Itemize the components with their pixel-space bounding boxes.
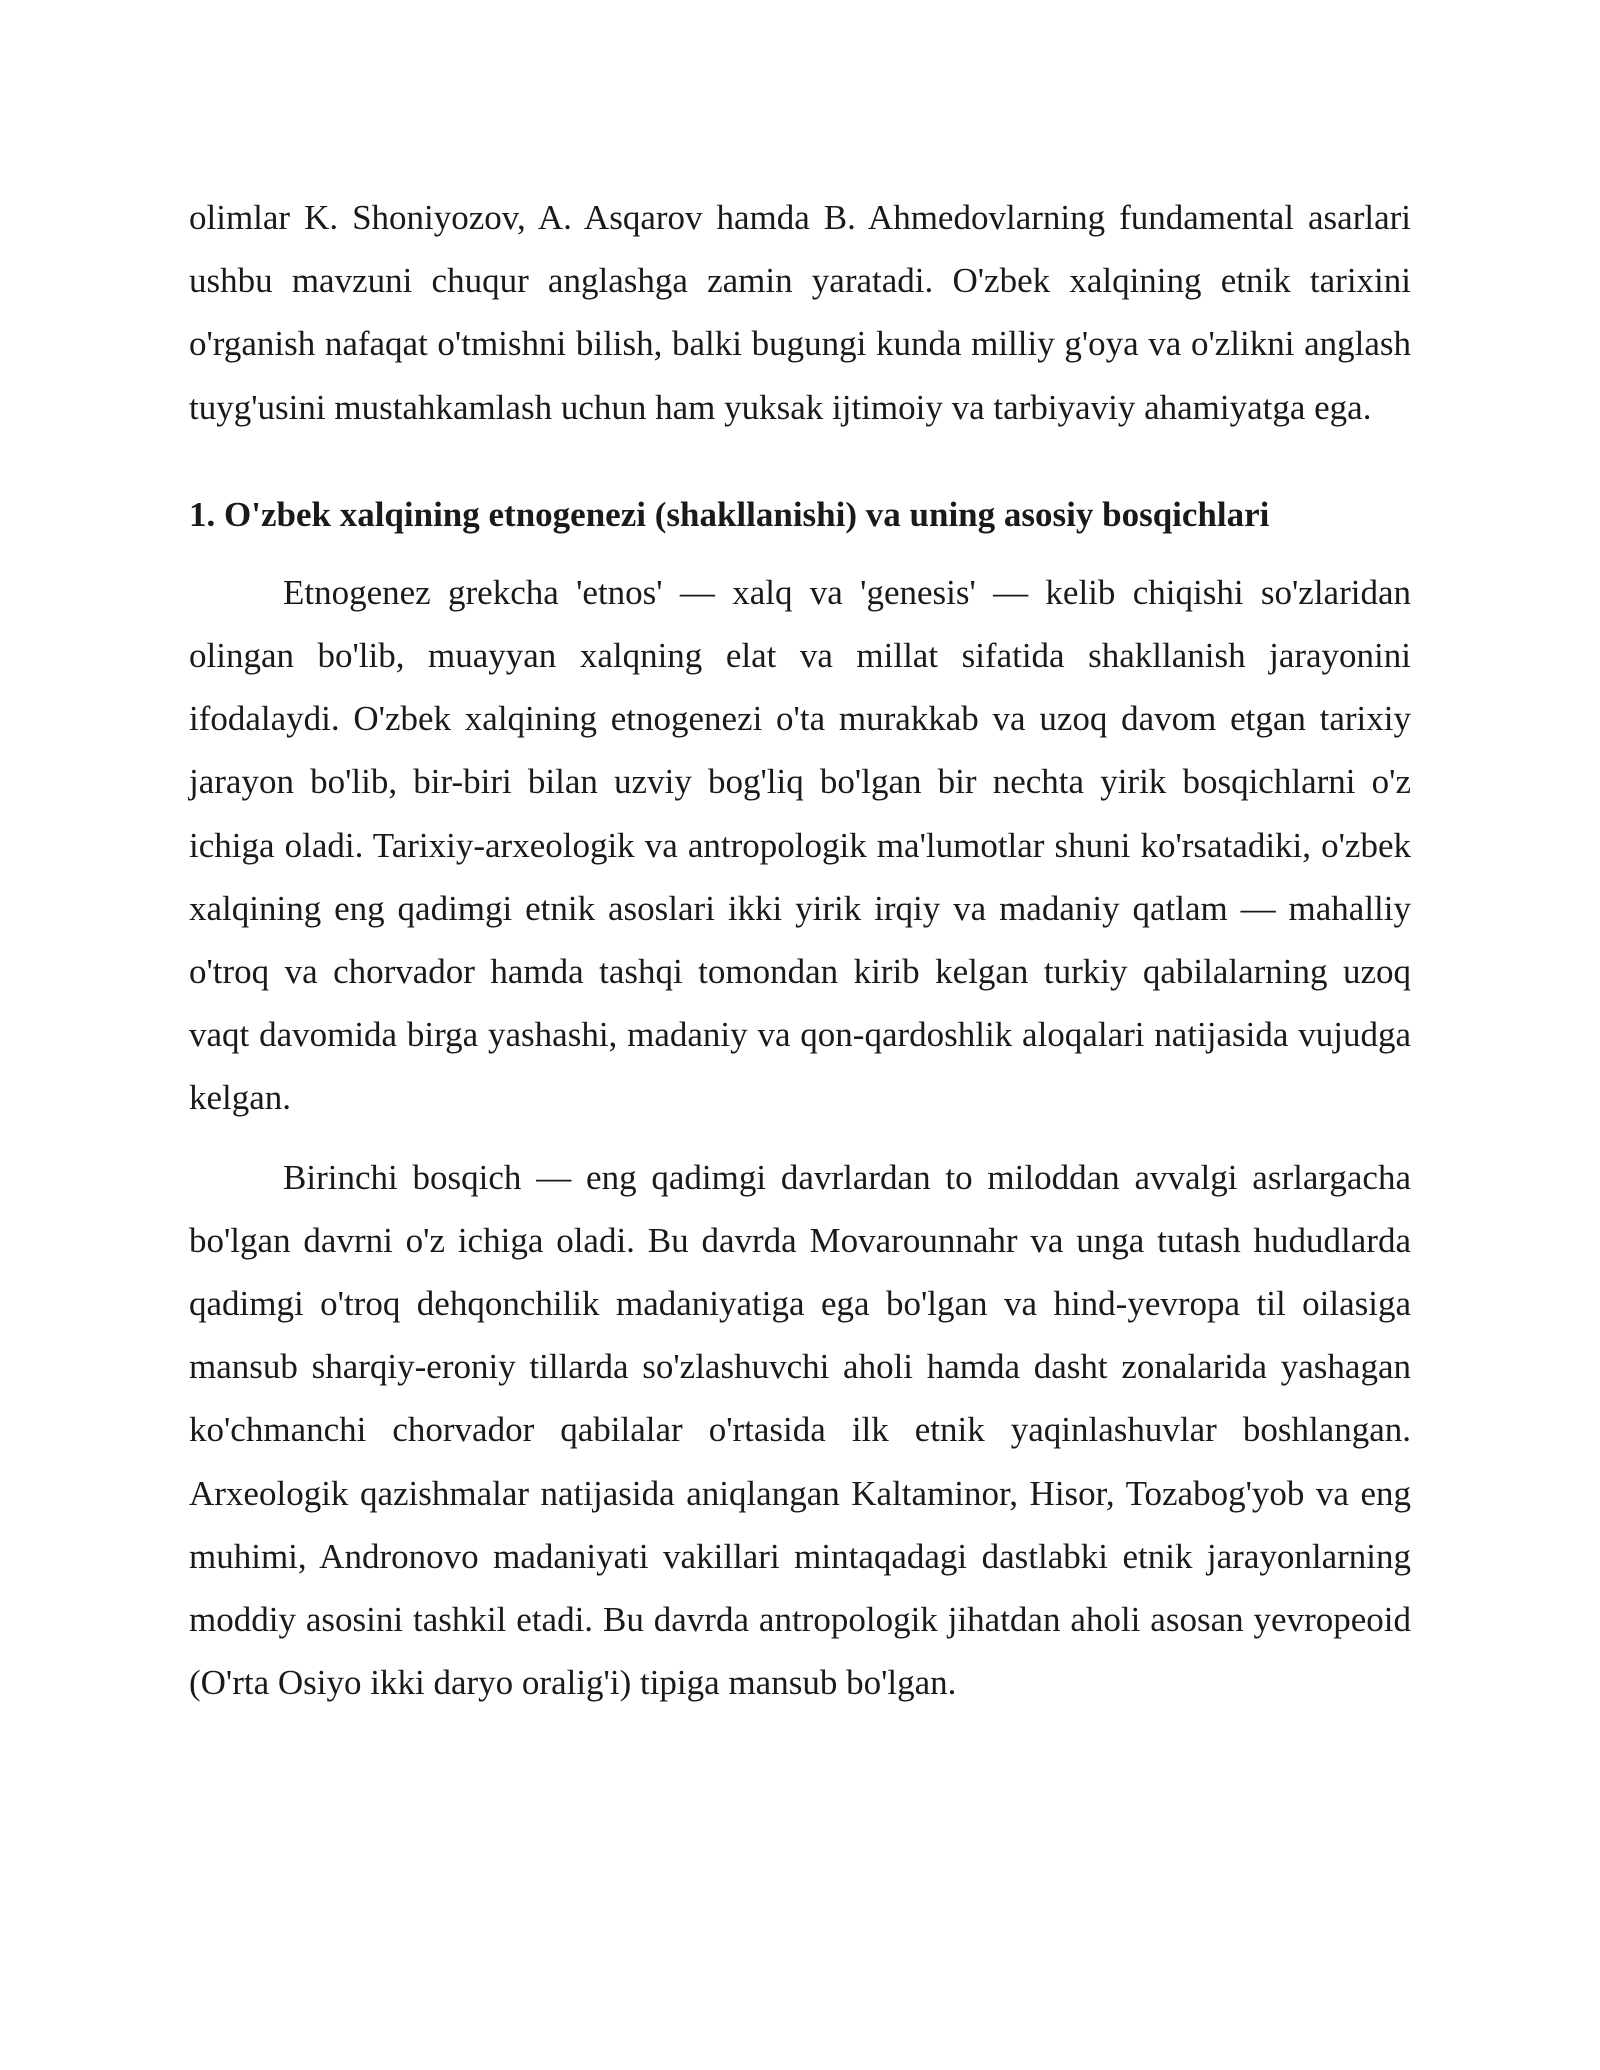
intro-paragraph: olimlar K. Shoniyozov, A. Asqarov hamda B. Ahmedovlarning fundamental asarlari ushbu mavzuni chuqur anglashga zamin yaratadi. O'zbek xalqining etnik tarixini o'rganish nafaqat o'tmishni bilish, balki bugungi kunda milliy g'oya va o'zlikni anglash tuyg'usini mustahkamlash uchun ham yuksak ijtimoiy va tarbiyaviy ahamiyatga ega. bbox=[189, 198, 1411, 427]
section-heading: 1. O'zbek xalqining etnogenezi (shakllanishi) va uning asosiy bosqichlari bbox=[189, 494, 1270, 534]
first-stage-paragraph: Birinchi bosqich — eng qadimgi davrlardan to miloddan avvalgi asrlargacha bo'lgan davrni o'z ichiga oladi. Bu davrda Movarounnahr va unga tutash hududlarda qadimgi o'troq dehqonchilik madaniyatiga ega bo'lgan va hind-yevropa til oilasiga mansub sharqiy-eroniy tillarda so'zlashuvchi aholi hamda dasht zonalarida yashagan ko'chmanchi chorvador qabilalar o'rtasida ilk etnik yaqinlashuvlar boshlangan. Arxeologik qazishmalar natijasida aniqlangan Kaltaminor, Hisor, Tozabog'yob va eng muhimi, Andronovo madaniyati vakillari mintaqadagi dastlabki etnik jarayonlarning moddiy asosini tashkil etadi. Bu davrda antropologik jihatdan aholi asosan yevropeoid (O'rta Osiyo ikki daryo oralig'i) tipiga mansub bo'lgan. bbox=[189, 1157, 1411, 1703]
document-page bbox=[189, 186, 1411, 1714]
etnogenez-paragraph: Etnogenez grekcha 'etnos' — xalq va 'genesis' — kelib chiqishi so'zlaridan olingan bo'lib, muayyan xalqning elat va millat sifatida shakllanish jarayonini ifodalaydi. O'zbek xalqining etnogenezi o'ta murakkab va uzoq davom etgan tarixiy jarayon bo'lib, bir-biri bilan uzviy bog'liq bo'lgan bir nechta yirik bosqichlarni o'z ichiga oladi. Tarixiy-arxeologik va antropologik ma'lumotlar shuni ko'rsatadiki, o'zbek xalqining eng qadimgi etnik asoslari ikki yirik irqiy va madaniy qatlam — mahalliy o'troq va chorvador hamda tashqi tomondan kirib kelgan turkiy qabilalarning uzoq vaqt davomida birga yashashi, madaniy va qon-qardoshlik aloqalari natijasida vujudga kelgan. bbox=[189, 572, 1411, 1118]
